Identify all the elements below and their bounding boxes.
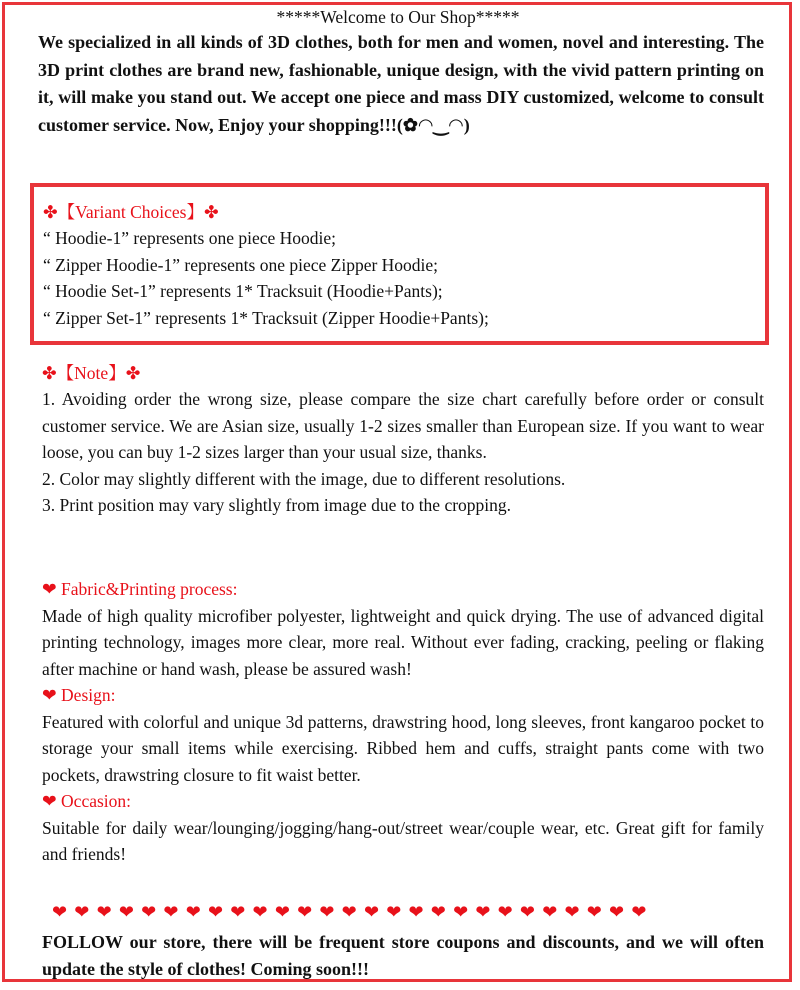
fabric-text: Made of high quality microfiber polyester, lightweight and quick drying. The use of advanced digital printing technology, images more clear, more real. Without ever fading, cracking, peeling or flaking after machine or hand wash, please be assured wash! (42, 605, 764, 679)
note-item: 2. Color may slightly different with the image, due to different resolutions. (42, 468, 566, 489)
occasion-text: Suitable for daily wear/lounging/jogging/hang-out/street wear/couple wear, etc. Great gift for family and friends! (42, 817, 764, 864)
occasion-heading (42, 788, 764, 815)
variant-line: “ Hoodie-1” represents one piece Hoodie; (43, 228, 337, 248)
clover-icon: ✤ (125, 363, 141, 383)
fabric-title: Fabric&Printing process: (61, 579, 238, 599)
variant-line: “ Zipper Set-1” represents 1* Tracksuit (Zipper Hoodie+Pants); (43, 307, 489, 328)
variant-choices-label: 【Variant Choices】 (57, 202, 204, 222)
design-title: Design: (61, 685, 116, 705)
note-item: 1. Avoiding order the wrong size, please compare the size chart carefully before order or consult customer service. We are Asian size, usually 1-2 sizes smaller than European size. If you want to wear loose, you can buy 1-2 sizes larger than your usual size, thanks. (42, 389, 764, 462)
design-heading (42, 682, 764, 709)
clover-icon: ✤ (43, 202, 58, 222)
fabric-heading (42, 576, 764, 603)
note-section (42, 360, 764, 519)
occasion-title: Occasion: (61, 791, 132, 811)
clover-icon: ✤ (203, 202, 219, 222)
welcome-title: *****Welcome to Our Shop***** (276, 7, 520, 27)
variant-choices-title (43, 199, 489, 225)
clover-icon: ✤ (42, 363, 57, 383)
note-title (42, 360, 764, 386)
variant-line: “ Hoodie Set-1” represents 1* Tracksuit (Hoodie+Pants); (43, 281, 443, 301)
note-item: 3. Print position may vary slightly from image due to the cropping. (42, 495, 512, 515)
variant-choices-box (30, 183, 769, 345)
heart-icon: ❤ (42, 791, 57, 811)
heart-icon: ❤ (42, 579, 57, 599)
header-section (38, 6, 764, 139)
hearts-divider-icon: ❤❤❤❤❤❤❤❤❤❤❤❤❤❤❤❤❤❤❤❤❤❤❤❤❤❤❤ (52, 902, 654, 922)
variant-line: “ Zipper Hoodie-1” represents one piece Zipper Hoodie; (43, 254, 439, 275)
follow-paragraph: FOLLOW our store, there will be frequent store coupons and discounts, and we will often update the style of clothes! Coming soon!!! (42, 932, 764, 979)
design-text: Featured with colorful and unique 3d patterns, drawstring hood, long sleeves, front kangaroo pocket to storage your small items while exercising. Ribbed hem and cuffs, straight pants come with two pockets, drawstring closure to fit waist better. (42, 711, 764, 785)
heart-icon: ❤ (42, 685, 57, 705)
note-label: 【Note】 (56, 363, 126, 383)
details-section (42, 576, 764, 868)
intro-paragraph: We specialized in all kinds of 3D clothes, both for men and women, novel and interesting. The 3D print clothes are brand new, fashionable, unique design, with the vivid pattern printing on it, will make you stand out. We accept one piece and mass DIY customized, welcome to consult customer service. Now, Enjoy your shopping!!!(✿◠‿◠) (38, 32, 764, 135)
